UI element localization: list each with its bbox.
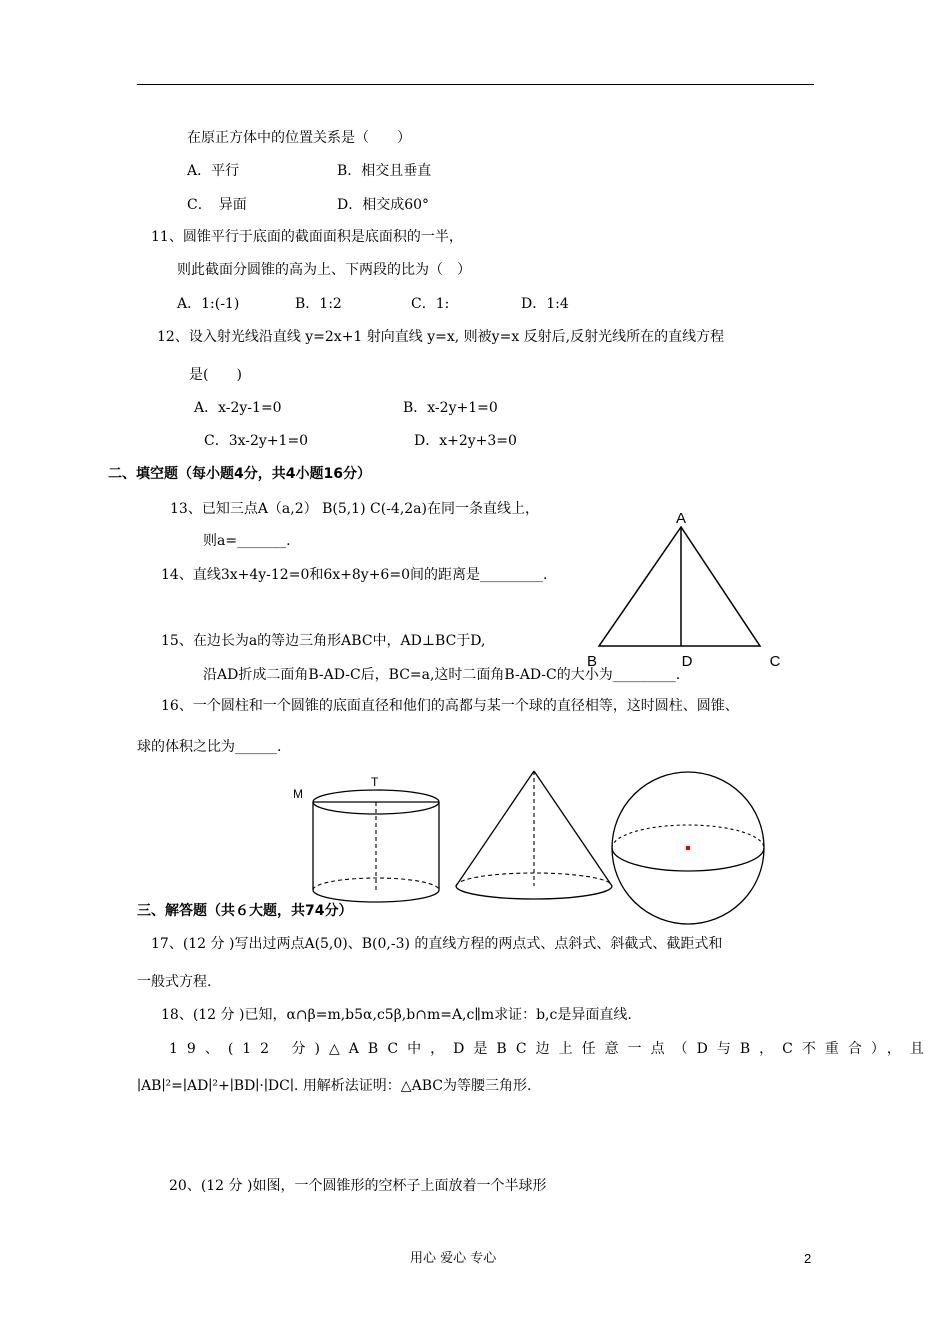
q10-option-a: A．平行 <box>187 163 240 179</box>
triangle-figure <box>570 505 800 675</box>
q12-option-a: A．x-2y-1=0 <box>194 400 282 416</box>
q15-stem-2: 沿AD折成二面角B-AD-C后，BC=a,这时二面角B-AD-C的大小为_________. <box>203 667 681 683</box>
q12-option-d: D．x+2y+3=0 <box>414 433 517 449</box>
q16-stem: 16、一个圆柱和一个圆锥的底面直径和他们的高都与某一个球的直径相等，这时圆柱、圆锥、 <box>161 698 739 714</box>
label-t: T <box>371 775 379 789</box>
q11-option-b: B．1:2 <box>295 296 342 312</box>
q12-option-c: C．3x-2y+1=0 <box>204 433 309 449</box>
header-rule <box>137 84 814 85</box>
q10-option-d: D．相交成60° <box>337 197 430 213</box>
label-b: B <box>587 653 598 670</box>
q15-stem: 15、在边长为a的等边三角形ABC中，AD⊥BC于D, <box>161 633 486 649</box>
q12-option-b: B．x-2y+1=0 <box>403 400 498 416</box>
q11-option-d: D．1:4 <box>521 296 569 312</box>
section-3-title: 三、解答题（共６大题，共74分） <box>137 903 353 919</box>
q12-stem: 12、设入射光线沿直线 y=2x+1 射向直线 y=x, 则被y=x 反射后,反射光线所在的直线方程 <box>157 329 725 345</box>
triangle-abc <box>599 527 760 646</box>
q12-stem-2: 是( ) <box>189 367 242 383</box>
q10-stem: 在原正方体中的位置关系是（ ） <box>187 130 411 146</box>
q19-stem-2: ∣AB∣²=∣AD∣²+∣BD∣·∣DC∣. 用解析法证明：△ABC为等腰三角形. <box>137 1078 532 1094</box>
q11-stem: 11、圆锥平行于底面的截面面积是底面积的一半， <box>151 229 463 245</box>
label-d: D <box>681 653 693 670</box>
label-m: M <box>293 787 303 801</box>
q10-option-b: B．相交且垂直 <box>337 163 432 179</box>
q10-option-c: C． 异面 <box>187 197 247 213</box>
footer-motto: 用心 爱心 专心 <box>410 1251 497 1266</box>
q11-option-c: C．1: <box>411 296 450 312</box>
q13-stem-2: 则a=_______. <box>203 533 291 549</box>
q18-stem: 18、(12 分 )已知，α∩β=m,b5α,c5β,b∩m=A,c∥m求证：b,c是异面直线. <box>161 1007 632 1023</box>
section-2-title: 二、填空题（每小题4分，共4小题16分） <box>108 466 371 482</box>
q19-stem: 19、(12 分)△ABC中，D是BC边上任意一点（D与B，C不重合），且 <box>169 1041 933 1057</box>
solids-figure <box>285 765 775 925</box>
label-c: C <box>769 653 781 670</box>
q13-stem: 13、已知三点A（a,2） B(5,1) C(-4,2a)在同一条直线上， <box>170 501 539 517</box>
q11-option-a: A．1:(-1) <box>177 296 240 312</box>
q17-stem: 17、(12 分 )写出过两点A(5,0)、B(0,-3) 的直线方程的两点式、点斜式、斜截式、截距式和 <box>151 936 723 952</box>
page-number: 2 <box>804 1251 812 1266</box>
q16-stem-2: 球的体积之比为______. <box>137 739 282 755</box>
q11-stem-2: 则此截面分圆锥的高为上、下两段的比为（ ） <box>177 262 471 278</box>
sphere <box>612 772 764 924</box>
cylinder <box>313 790 439 902</box>
q14-stem: 14、直线3x+4y-12=0和6x+8y+6=0间的距离是_________. <box>161 567 548 583</box>
label-a: A <box>675 510 687 527</box>
q17-stem-2: 一般式方程. <box>137 974 212 990</box>
cone <box>456 771 612 899</box>
q20-stem: 20、(12 分 )如图，一个圆锥形的空杯子上面放着一个半球形 <box>169 1178 547 1194</box>
